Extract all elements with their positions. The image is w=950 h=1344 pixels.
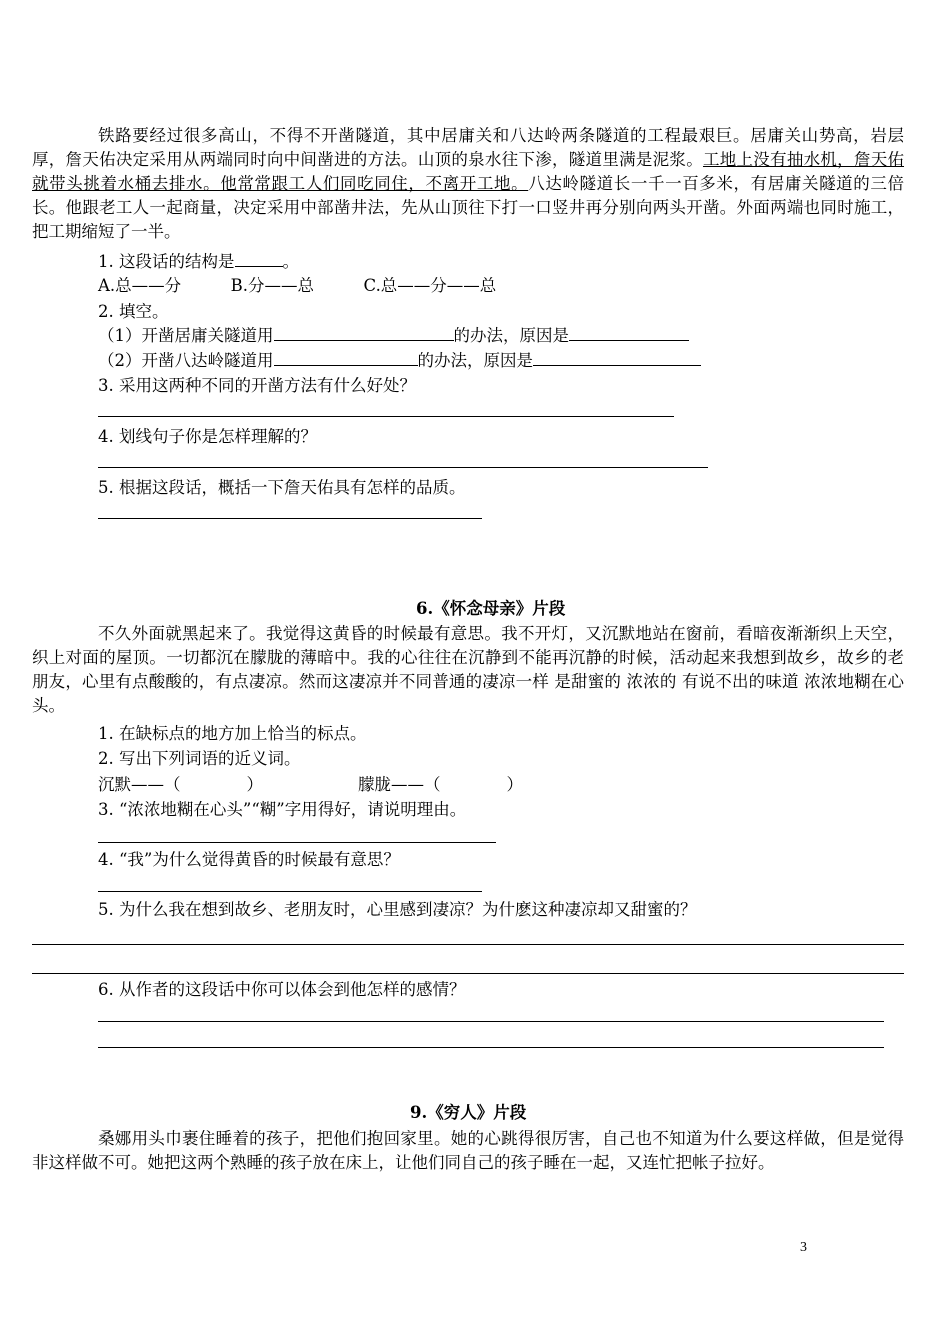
- answer-line[interactable]: [98, 842, 496, 843]
- s6-question-4: 4. “我”为什么觉得黄昏的时候最有意思？: [98, 850, 400, 869]
- answer-line[interactable]: [98, 416, 674, 417]
- page-number: 3: [800, 1240, 807, 1255]
- passage-text-b: 八达岭隧道长一千一百多米，有居庸关隧道的三倍长。他跟老工人一起商量，决定采用中部凿井法，先从山顶往下打一口竖井再分别向两头开凿。外面两端也同时施工，把工期缩短了一半。: [32, 174, 905, 241]
- answer-blank[interactable]: [533, 349, 701, 366]
- answer-blank[interactable]: [235, 250, 283, 267]
- s6-synonym-1: 沉默——（ ）: [98, 775, 263, 794]
- s5-question-4: 4. 划线句子你是怎样理解的？: [98, 427, 317, 446]
- passage-huainian-muqin: 不久外面就黑起来了。我觉得这黄昏的时候最有意思。我不开灯，又沉默地站在窗前，看暗夜渐渐织上天空，织上对面的屋顶。一切都沉在朦胧的薄暗中。我的心往往在沉静到不能再沉静的时候，活动起来我想到故乡，故乡的老朋友，心里有点酸酸的，有点凄凉。然而这凄凉并不同普通的凄凉一样 是甜蜜的 浓浓的 有说不出的味道 浓浓地糊在心头。: [32, 624, 904, 715]
- s6-question-5: 5. 为什么我在想到故乡、老朋友时，心里感到凄凉？为什麽这种凄凉却又甜蜜的？: [98, 900, 697, 919]
- underlined-sentence: 工地上没有抽水机，詹天佑就带头挑着水桶去排水。他常常跟工人们同吃同住，不离开工地。: [32, 150, 905, 193]
- s6-question-2: 2. 写出下列词语的近义词。: [98, 749, 301, 768]
- answer-blank[interactable]: [274, 324, 454, 341]
- answer-blank[interactable]: [274, 349, 418, 366]
- s6-question-3: 3. “浓浓地糊在心头”“糊”字用得好，请说明理由。: [98, 800, 467, 819]
- answer-line[interactable]: [98, 1021, 884, 1022]
- s5-question-2-2: （2）开凿八达岭隧道用 的办法，原因是: [98, 349, 701, 373]
- section-title-qiongren: 9.《穷人》片段: [410, 1103, 527, 1122]
- s5-question-2: 2. 填空。: [98, 302, 169, 321]
- s5-question-2-1: （1）开凿居庸关隧道用 的办法，原因是: [98, 324, 689, 348]
- passage-zhan-tianyou: [32, 124, 904, 244]
- passage-text-a: 铁路要经过很多高山，不得不开凿隧道，其中居庸关和八达岭两条隧道的工程最艰巨。居庸关山势高，岩层厚，詹天佑决定采用从两端同时向中间凿进的方法。山顶的泉水往下渗，隧道里满是泥浆。: [32, 126, 904, 169]
- s6-synonym-2: 朦胧——（ ）: [358, 775, 523, 794]
- answer-line[interactable]: [98, 467, 708, 468]
- s5-question-5: 5. 根据这段话，概括一下詹天佑具有怎样的品质。: [98, 478, 466, 497]
- s5-question-1-options: A.总——分 B.分——总 C.总——分——总: [98, 276, 497, 295]
- answer-line[interactable]: [32, 944, 904, 945]
- answer-blank[interactable]: [569, 324, 689, 341]
- s6-question-6: 6. 从作者的这段话中你可以体会到他怎样的感情？: [98, 980, 466, 999]
- s6-question-1: 1. 在缺标点的地方加上恰当的标点。: [98, 724, 367, 743]
- answer-line[interactable]: [98, 518, 482, 519]
- answer-line[interactable]: [98, 891, 482, 892]
- answer-line[interactable]: [98, 1047, 884, 1048]
- answer-line[interactable]: [32, 973, 904, 974]
- section-title-huainian-muqin: 6.《怀念母亲》片段: [416, 599, 566, 618]
- s5-question-1: 1. 这段话的结构是 。: [98, 252, 299, 271]
- passage-qiongren: 桑娜用头巾裹住睡着的孩子，把他们抱回家里。她的心跳得很厉害，自己也不知道为什么要这样做，但是觉得非这样做不可。她把这两个熟睡的孩子放在床上，让他们同自己的孩子睡在一起，又连忙把帐子拉好。: [32, 1129, 904, 1172]
- s5-question-3: 3. 采用这两种不同的开凿方法有什么好处？: [98, 376, 416, 395]
